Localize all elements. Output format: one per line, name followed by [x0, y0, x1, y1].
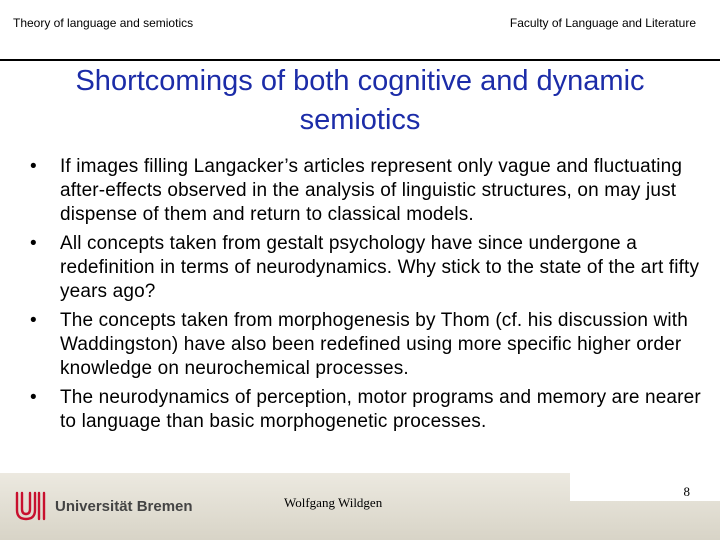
- bullet-item: [30, 309, 702, 381]
- author-name: Wolfgang Wildgen: [284, 495, 383, 510]
- university-logo-icon: [14, 490, 48, 522]
- page-number-box: [570, 473, 720, 501]
- bullet-text: The neurodynamics of perception, motor programs and memory are nearer to language than basic morphogenetic processes.: [60, 387, 701, 432]
- page-number: 8: [683, 484, 690, 499]
- bullet-list: [30, 155, 702, 439]
- university-logo-text: Universität Bremen: [55, 498, 193, 515]
- header-course-title: Theory of language and semiotics: [13, 16, 194, 30]
- bullet-text: All concepts taken from gestalt psychology have since undergone a redefinition in terms of neurodynamics. Why stick to the state of the art fifty years ago?: [60, 233, 700, 302]
- bullet-item: [30, 386, 702, 434]
- bullet-item: [30, 155, 702, 227]
- bullet-text: The concepts taken from morphogenesis by Thom (cf. his discussion with Waddingston) have also been redefined using more specific higher order knowledge on neurochemical processes.: [60, 310, 688, 379]
- bullet-text: If images filling Langacker’s articles represent only vague and fluctuating after-effects observed in the analysis of linguistic structures, on may just dispense of them and return to classical models.: [60, 156, 683, 225]
- bullet-marker: •: [30, 233, 37, 254]
- bullet-marker: •: [30, 156, 37, 177]
- bullet-marker: •: [30, 310, 37, 331]
- header-faculty: Faculty of Language and Literature: [509, 16, 696, 30]
- header-divider: [0, 59, 720, 61]
- bullet-marker: •: [30, 387, 37, 408]
- slide-title: Shortcomings of both cognitive and dynamic semiotics: [75, 65, 645, 136]
- bullet-item: [30, 232, 702, 304]
